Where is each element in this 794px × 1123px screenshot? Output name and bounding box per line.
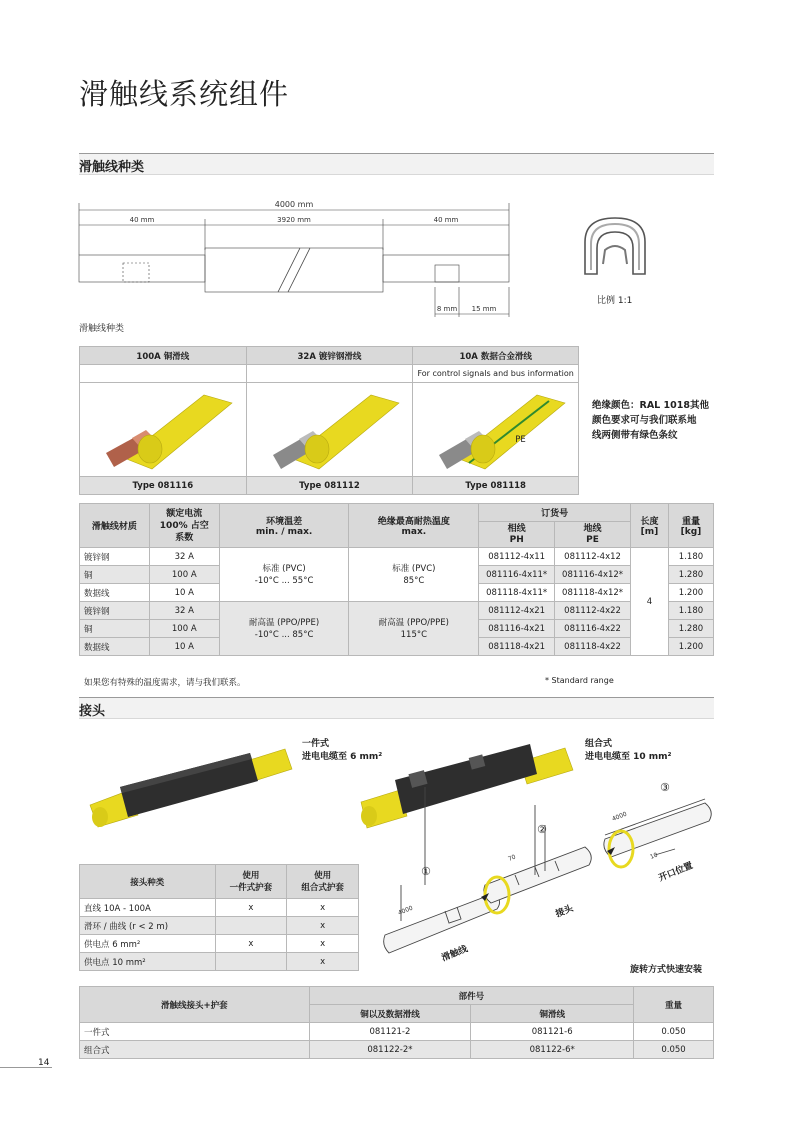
spec-row (80, 602, 714, 620)
onepiece-label-l2: 进电电缆至 6 mm² (302, 752, 383, 762)
parts-row (80, 1023, 714, 1041)
spec-cell-ph: 081112-4x11 (479, 548, 555, 566)
spec-cell-pe: 081116-4x12* (555, 566, 631, 584)
scale-label: 比例 1:1 (597, 296, 633, 306)
parts-cell-name: 组合式 (80, 1041, 310, 1059)
spec-h-ph-l2: PH (509, 534, 524, 545)
spec-cell-material: 镀锌钢 (80, 548, 150, 566)
joint-cell-one (215, 953, 287, 971)
spec-cell-weight: 1.200 (668, 638, 713, 656)
type-note-copper (80, 365, 247, 383)
type-note-data: For control signals and bus information (413, 365, 579, 383)
joint-cell-two: x (287, 935, 359, 953)
parts-h-name: 滑触线接头+护套 (80, 987, 310, 1023)
parts-h-col1: 铜以及数据滑线 (309, 1005, 471, 1023)
joint-cell-type: 滑环 / 曲线 (r < 2 m) (80, 917, 216, 935)
joint-row (80, 917, 359, 935)
spec-cell-current: 100 A (149, 566, 219, 584)
spec-table (79, 503, 714, 656)
label-joint: 接头 (554, 903, 575, 920)
rail-types-table (79, 346, 579, 495)
spec-cell-weight: 1.280 (668, 620, 713, 638)
spec-h-length-l1: 长度 (640, 517, 659, 527)
rail-cross-section (575, 212, 655, 282)
types-caption: 滑触线种类 (79, 324, 125, 334)
insulation-note-line: 颜色要求可与我们联系地 (592, 415, 697, 426)
label-rail: 滑触线 (440, 944, 470, 964)
parts-cell-p2: 081122-6* (471, 1041, 634, 1059)
steel-rail-picture (251, 383, 401, 473)
joint-h-two-l2: 组合式护套 (301, 882, 344, 893)
joint-row (80, 935, 359, 953)
parts-h-col2: 铜滑线 (471, 1005, 634, 1023)
dim-slot-2: 15 mm (471, 305, 497, 313)
joint-cell-one: x (215, 899, 287, 917)
page-title: 滑触线系统组件 (79, 77, 290, 111)
spec-cell-ph: 081118-4x21 (479, 638, 555, 656)
type-note-steel (246, 365, 413, 383)
spec-cell-pe: 081112-4x22 (555, 602, 631, 620)
spec-cell-material: 数据线 (80, 638, 150, 656)
spec-cell-current: 32 A (149, 602, 219, 620)
spec-h-maxtemp-l2: max. (401, 527, 427, 537)
maxtemp-std-l2: 85°C (403, 575, 425, 586)
joint-h-one-l2: 一件式护套 (229, 882, 273, 893)
dim-c: 4000 (611, 810, 628, 823)
dim-slot-1: 8 mm (436, 305, 458, 313)
spec-h-current-l3: 系数 (175, 532, 194, 543)
spec-cell-current: 32 A (149, 548, 219, 566)
parts-cell-weight: 0.050 (634, 1041, 714, 1059)
spec-cell-material: 铜 (80, 566, 150, 584)
parts-row (80, 1041, 714, 1059)
joint-cell-two: x (287, 899, 359, 917)
section-title: 接头 (79, 704, 106, 719)
section-header-joints (79, 697, 714, 719)
joint-usage-table (79, 864, 359, 971)
spec-cell-ph: 081118-4x11* (479, 584, 555, 602)
type-header-steel: 32A 镀锌钢滑线 (246, 347, 413, 365)
spec-cell-pe: 081112-4x12 (555, 548, 631, 566)
spec-cell-weight: 1.180 (668, 548, 713, 566)
dim-right: 40 mm (433, 216, 459, 224)
twopiece-label-l1: 组合式 (585, 739, 613, 749)
spec-cell-material: 铜 (80, 620, 150, 638)
spec-h-ph (479, 522, 555, 548)
twopiece-label (585, 738, 672, 764)
joint-h-one-l1: 使用 (242, 870, 260, 881)
spec-h-length (631, 504, 669, 548)
parts-cell-p1: 081122-2* (309, 1041, 471, 1059)
assembly-caption: 旋转方式快速安装 (630, 965, 703, 975)
spec-cell-weight: 1.280 (668, 566, 713, 584)
spec-h-material: 滑触线材质 (80, 504, 150, 548)
insulation-note-line: 绝缘颜色：RAL 1018其他 (592, 400, 709, 411)
joint-h-one (215, 865, 287, 899)
ambient-high-l1: 耐高温 (PPO/PPE) (248, 617, 320, 628)
joint-cell-type: 供电点 10 mm² (80, 953, 216, 971)
spec-h-ambient-l1: 环境温差 (266, 517, 303, 527)
parts-cell-p1: 081121-2 (309, 1023, 471, 1041)
spec-cell-ph: 081116-4x21 (479, 620, 555, 638)
spec-h-maxtemp (349, 504, 479, 548)
callout-1: ① (421, 865, 431, 878)
joint-cell-type: 供电点 6 mm² (80, 935, 216, 953)
type-image-copper (80, 383, 247, 477)
type-image-steel (246, 383, 413, 477)
ambient-std-l2: -10°C ... 55°C (254, 575, 314, 586)
spec-row (80, 548, 714, 566)
dim-d: 10 (649, 851, 659, 861)
spec-h-current-l2: 100% 占空 (159, 520, 209, 531)
joint-row (80, 899, 359, 917)
spec-cell-maxtemp-high (349, 602, 479, 656)
joint-h-type: 接头种类 (80, 865, 216, 899)
spec-cell-weight: 1.200 (668, 584, 713, 602)
spec-h-length-l2: [m] (640, 527, 659, 537)
joint-cell-one (215, 917, 287, 935)
parts-cell-weight: 0.050 (634, 1023, 714, 1041)
type-header-data: 10A 数据合金滑线 (413, 347, 579, 365)
type-header-copper: 100A 铜滑线 (80, 347, 247, 365)
spec-cell-current: 10 A (149, 584, 219, 602)
spec-cell-current: 100 A (149, 620, 219, 638)
joint-row (80, 953, 359, 971)
dim-a: 4000 (397, 904, 414, 917)
ambient-std-l1: 标准 (PVC) (262, 563, 306, 574)
onepiece-joint-picture (80, 735, 300, 830)
spec-cell-pe: 081118-4x12* (555, 584, 631, 602)
spec-cell-pe: 081118-4x22 (555, 638, 631, 656)
type-caption-data: Type 081118 (413, 477, 579, 495)
parts-cell-name: 一件式 (80, 1023, 310, 1041)
joint-h-two (287, 865, 359, 899)
joint-cell-two: x (287, 953, 359, 971)
spec-h-pe-l1: 地线 (583, 523, 602, 534)
spec-h-current-l1: 额定电流 (166, 508, 203, 519)
copper-rail-picture (84, 383, 234, 473)
callout-3: ③ (660, 781, 670, 794)
spec-cell-length: 4 (631, 548, 669, 656)
joint-cell-type: 直线 10A - 100A (80, 899, 216, 917)
onepiece-label-l1: 一件式 (302, 739, 330, 749)
spec-cell-ph: 081112-4x21 (479, 602, 555, 620)
spec-h-order: 订货号 (479, 504, 631, 522)
spec-cell-weight: 1.180 (668, 602, 713, 620)
rail-dimension-drawing (75, 195, 515, 320)
type-image-data (413, 383, 579, 477)
joint-cell-one: x (215, 935, 287, 953)
spec-h-ph-l1: 相线 (507, 523, 526, 534)
spec-cell-pe: 081116-4x22 (555, 620, 631, 638)
spec-cell-ambient-high (219, 602, 349, 656)
maxtemp-high-l2: 115°C (400, 629, 428, 640)
ambient-high-l2: -10°C ... 85°C (254, 629, 314, 640)
dim-b: 70 (507, 853, 517, 863)
spec-h-ambient-l2: min. / max. (255, 527, 313, 537)
spec-h-weight-l2: [kg] (680, 527, 702, 537)
dim-middle: 3920 mm (277, 216, 311, 224)
spec-cell-ambient-std (219, 548, 349, 602)
section-title: 滑触线种类 (79, 160, 145, 175)
insulation-note (592, 398, 709, 443)
callout-2: ② (537, 823, 547, 836)
spec-h-current (149, 504, 219, 548)
type-caption-steel: Type 081112 (246, 477, 413, 495)
pe-label: PE (515, 435, 526, 445)
type-caption-copper: Type 081116 (80, 477, 247, 495)
spec-h-weight (668, 504, 713, 548)
spec-h-ambient (219, 504, 349, 548)
data-rail-picture (417, 383, 567, 473)
maxtemp-high-l1: 耐高温 (PPO/PPE) (378, 617, 449, 628)
section-header-rail-types (79, 153, 714, 175)
parts-cell-p2: 081121-6 (471, 1023, 634, 1041)
joint-h-two-l1: 使用 (314, 870, 332, 881)
dim-total: 4000 mm (274, 200, 314, 209)
spec-cell-material: 镀锌钢 (80, 602, 150, 620)
page-number: 14 (38, 1058, 50, 1068)
label-gap: 开口位置 (657, 861, 695, 884)
insulation-note-line: 线两侧带有绿色条纹 (592, 430, 678, 441)
maxtemp-std-l1: 标准 (PVC) (392, 563, 436, 574)
spec-h-pe-l2: PE (586, 534, 599, 545)
spec-h-weight-l1: 重量 (681, 517, 700, 527)
spec-cell-maxtemp-std (349, 548, 479, 602)
parts-h-weight: 重量 (634, 987, 714, 1023)
spec-cell-ph: 081116-4x11* (479, 566, 555, 584)
parts-h-partno: 部件号 (309, 987, 634, 1005)
assembly-diagram (375, 775, 715, 975)
twopiece-label-l2: 进电电缆至 10 mm² (585, 752, 672, 762)
spec-h-pe (555, 522, 631, 548)
spec-footnote-right: * Standard range (545, 676, 614, 685)
joint-cell-two: x (287, 917, 359, 935)
dim-left: 40 mm (129, 216, 155, 224)
spec-h-maxtemp-l1: 绝缘最高耐热温度 (377, 517, 450, 527)
spec-cell-material: 数据线 (80, 584, 150, 602)
spec-footnote-left: 如果您有特殊的温度需求，请与我们联系。 (84, 678, 246, 688)
parts-table (79, 986, 714, 1059)
spec-cell-current: 10 A (149, 638, 219, 656)
